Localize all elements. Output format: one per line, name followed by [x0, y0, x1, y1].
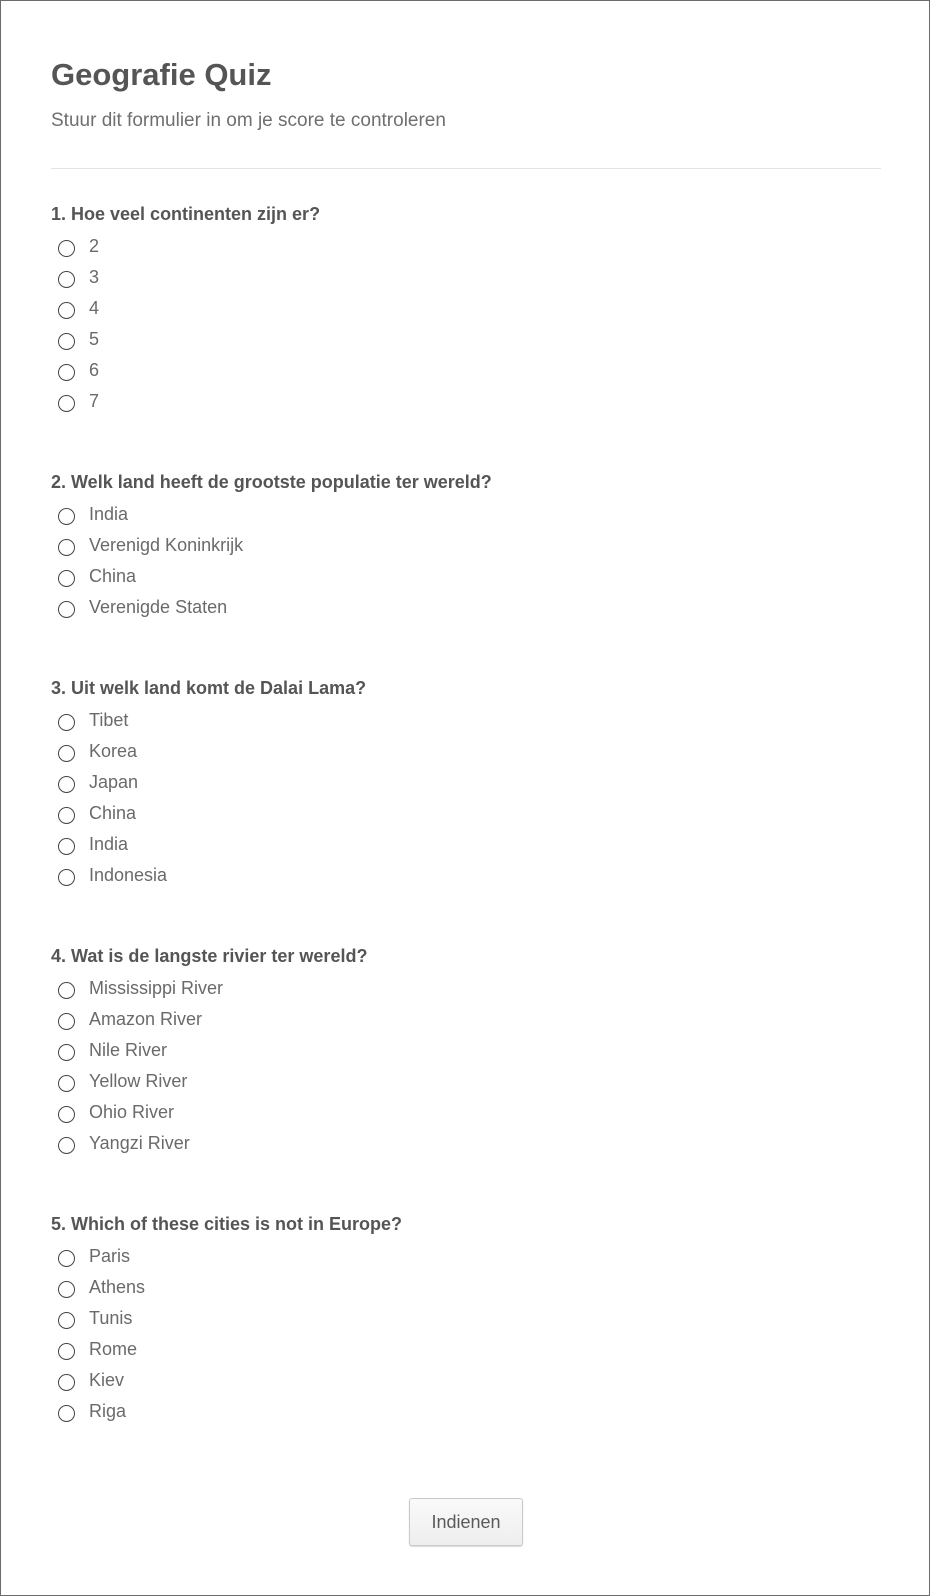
header-divider — [51, 168, 881, 169]
option-amazon-river[interactable] — [51, 1008, 881, 1039]
question-5 — [51, 1213, 881, 1431]
radio-button[interactable] — [58, 982, 75, 999]
radio-button[interactable] — [58, 271, 75, 288]
option-japan[interactable] — [51, 771, 881, 802]
option-china[interactable] — [51, 565, 881, 596]
option-rome[interactable] — [51, 1338, 881, 1369]
option-label: Rome — [89, 1339, 138, 1359]
radio-button[interactable] — [58, 1044, 75, 1061]
option-verenigd-koninkrijk[interactable] — [51, 534, 881, 565]
form-title: Geografie Quiz — [51, 57, 272, 92]
option-ohio-river[interactable] — [51, 1101, 881, 1132]
option-label: 2 — [89, 236, 100, 256]
option-label: Korea — [89, 741, 138, 761]
option-label: Amazon River — [89, 1009, 203, 1029]
option-5[interactable] — [51, 328, 881, 359]
option-paris[interactable] — [51, 1245, 881, 1276]
option-athens[interactable] — [51, 1276, 881, 1307]
radio-group — [51, 709, 881, 895]
option-label: Japan — [89, 772, 139, 792]
option-tibet[interactable] — [51, 709, 881, 740]
option-label: India — [89, 834, 129, 854]
submit-button[interactable]: Indienen — [409, 1498, 523, 1546]
option-nile-river[interactable] — [51, 1039, 881, 1070]
radio-button[interactable] — [58, 869, 75, 886]
question-2 — [51, 471, 881, 627]
radio-button[interactable] — [58, 838, 75, 855]
question-1 — [51, 203, 881, 421]
radio-button[interactable] — [58, 1106, 75, 1123]
option-label: Ohio River — [89, 1102, 175, 1122]
option-label: Nile River — [89, 1040, 168, 1060]
radio-button[interactable] — [58, 302, 75, 319]
radio-button[interactable] — [58, 364, 75, 381]
option-label: 5 — [89, 329, 100, 349]
option-mississippi-river[interactable] — [51, 977, 881, 1008]
option-yangzi-river[interactable] — [51, 1132, 881, 1163]
option-3[interactable] — [51, 266, 881, 297]
option-label: Verenigde Staten — [89, 597, 228, 617]
radio-button[interactable] — [58, 1013, 75, 1030]
option-label: Paris — [89, 1246, 131, 1266]
option-label: China — [89, 803, 137, 823]
radio-button[interactable] — [58, 395, 75, 412]
option-riga[interactable] — [51, 1400, 881, 1431]
radio-button[interactable] — [58, 1281, 75, 1298]
option-2[interactable] — [51, 235, 881, 266]
radio-button[interactable] — [58, 1250, 75, 1267]
question-label: 4. Wat is de langste rivier ter wereld? — [51, 946, 368, 966]
option-label: Athens — [89, 1277, 146, 1297]
option-label: Kiev — [89, 1370, 125, 1390]
radio-button[interactable] — [58, 714, 75, 731]
option-verenigde-staten[interactable] — [51, 596, 881, 627]
question-label: 3. Uit welk land komt de Dalai Lama? — [51, 678, 367, 698]
radio-button[interactable] — [58, 240, 75, 257]
radio-button[interactable] — [58, 1137, 75, 1154]
option-india[interactable] — [51, 833, 881, 864]
option-7[interactable] — [51, 390, 881, 421]
option-kiev[interactable] — [51, 1369, 881, 1400]
option-tunis[interactable] — [51, 1307, 881, 1338]
radio-group — [51, 977, 881, 1163]
option-korea[interactable] — [51, 740, 881, 771]
option-label: Riga — [89, 1401, 127, 1421]
option-label: 6 — [89, 360, 100, 380]
radio-button[interactable] — [58, 745, 75, 762]
question-label: 5. Which of these cities is not in Europe? — [51, 1214, 403, 1234]
option-label: 3 — [89, 267, 100, 287]
option-yellow-river[interactable] — [51, 1070, 881, 1101]
radio-button[interactable] — [58, 539, 75, 556]
radio-button[interactable] — [58, 776, 75, 793]
option-india[interactable] — [51, 503, 881, 534]
option-indonesia[interactable] — [51, 864, 881, 895]
option-label: Mississippi River — [89, 978, 224, 998]
option-label: Yangzi River — [89, 1133, 190, 1153]
option-label: 7 — [89, 391, 100, 411]
option-4[interactable] — [51, 297, 881, 328]
option-label: China — [89, 566, 137, 586]
question-3 — [51, 677, 881, 895]
option-china[interactable] — [51, 802, 881, 833]
radio-group — [51, 235, 881, 421]
radio-button[interactable] — [58, 1374, 75, 1391]
radio-button[interactable] — [58, 508, 75, 525]
option-label: 4 — [89, 298, 100, 318]
form-subtitle: Stuur dit formulier in om je score te controleren — [51, 110, 446, 131]
radio-button[interactable] — [58, 570, 75, 587]
question-label: 2. Welk land heeft de grootste populatie ter wereld? — [51, 472, 492, 492]
option-label: Verenigd Koninkrijk — [89, 535, 244, 555]
question-label: 1. Hoe veel continenten zijn er? — [51, 204, 321, 224]
question-4 — [51, 945, 881, 1163]
option-label: Tunis — [89, 1308, 133, 1328]
radio-group — [51, 503, 881, 627]
radio-button[interactable] — [58, 1312, 75, 1329]
radio-button[interactable] — [58, 1075, 75, 1092]
option-label: Indonesia — [89, 865, 168, 885]
radio-button[interactable] — [58, 1343, 75, 1360]
option-6[interactable] — [51, 359, 881, 390]
option-label: Tibet — [89, 710, 129, 730]
radio-group — [51, 1245, 881, 1431]
radio-button[interactable] — [58, 601, 75, 618]
option-label: Yellow River — [89, 1071, 188, 1091]
radio-button[interactable] — [58, 1405, 75, 1422]
radio-button[interactable] — [58, 807, 75, 824]
option-label: India — [89, 504, 129, 524]
radio-button[interactable] — [58, 333, 75, 350]
